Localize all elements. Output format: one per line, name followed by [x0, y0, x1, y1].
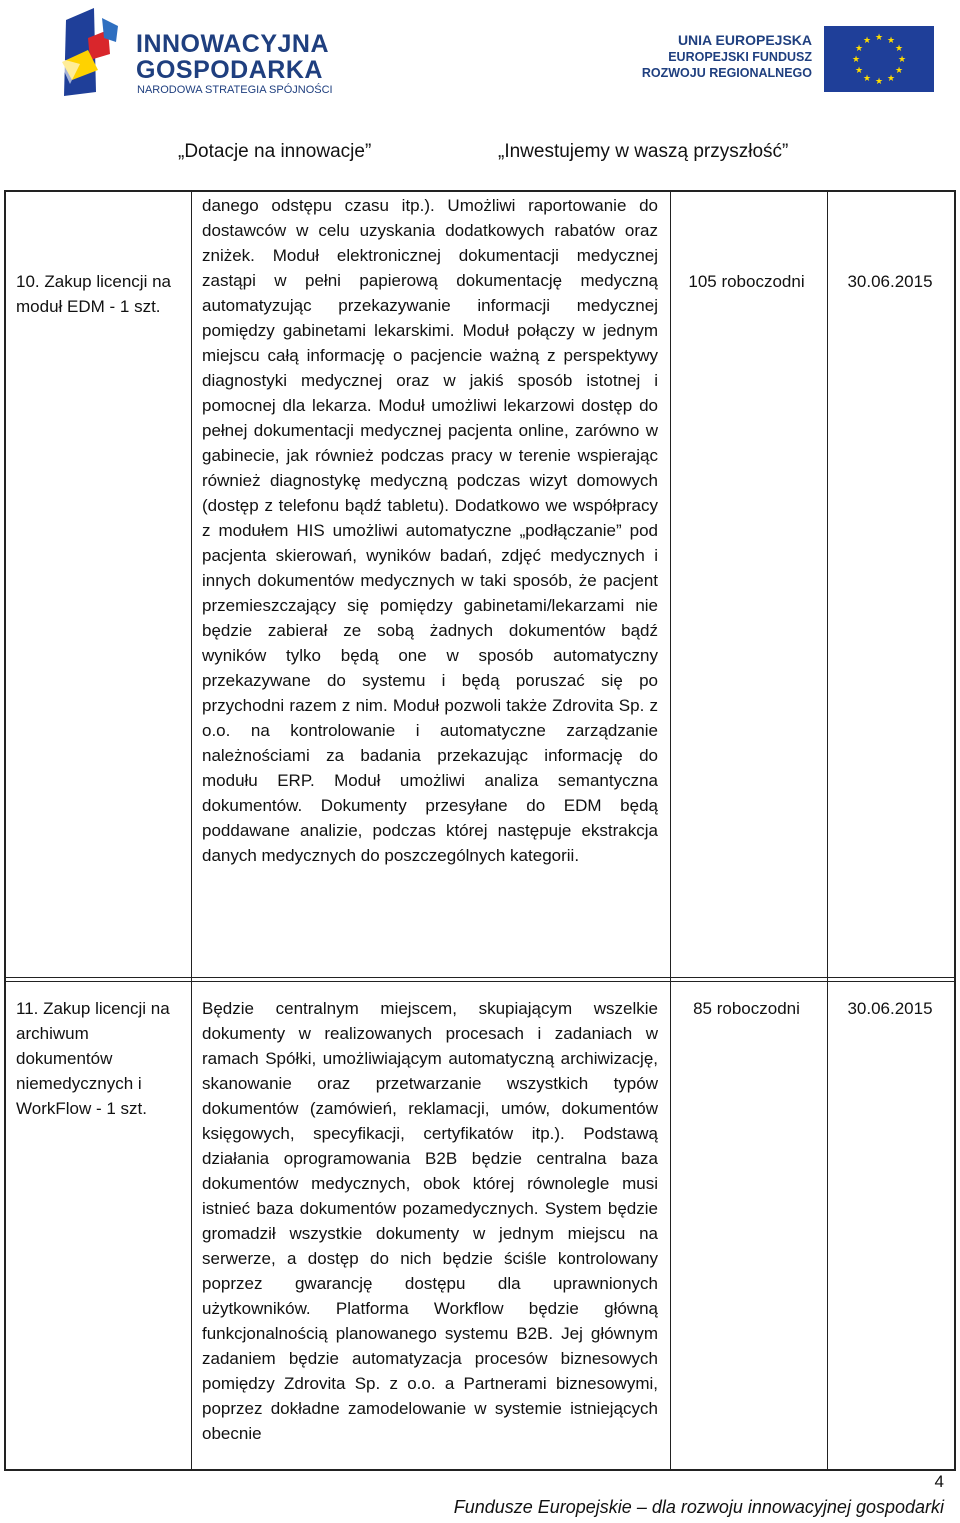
row-10-date: 30.06.2015: [847, 272, 933, 291]
svg-text:★: ★: [886, 36, 896, 46]
column-divider: [670, 192, 671, 1469]
row-10-title: 10. Zakup licencji na moduł EDM - 1 szt.: [16, 272, 171, 316]
logo-right-line3: ROZWOJU REGIONALNEGO: [641, 66, 812, 80]
svg-text:★: ★: [874, 33, 884, 43]
innowacyjna-gospodarka-emblem-icon: [58, 8, 138, 98]
svg-text:★: ★: [894, 66, 904, 76]
row-11-description: Będzie centralnym miejscem, skupiającym wszelkie dokumenty w realizowanych procesach i zadaniach w ramach Spółki, umożliwiającym automatyczną archiwizację, skanowanie oraz przetwarzanie wszystkich typów dokumentów (zamówień, reklamacji, umów, dokumentów księgowych, specyfikacji, certyfikatów itp.). Podstawą działania oprogramowania B2B będzie centralna baza dokumentów medycznych, obok której równolegle musi istnieć baza dokumentów pozamedycznych. System będzie gromadził wszystkie dokumenty w jednym miejscu na serwerze, a dostęp do nich będzie ściśle kontrolowany poprzez gwarancję dostępu dla uprawnionych użytkowników. Platforma Workflow będzie główną funkcjonalnością planowanego systemu B2B. Jej głównym zadaniem będzie automatyzacja procesów biznesowych pomiędzy Zdrovita Sp. z o.o. a Partnerami biznesowymi, poprzez dokładne zamodelowanie w systemie istniejących obecnie: [202, 999, 658, 1443]
logo-right-line2: EUROPEJSKI FUNDUSZ: [668, 50, 812, 64]
svg-text:★: ★: [862, 36, 872, 46]
innowacyjna-gospodarka-logo: [58, 8, 348, 98]
logo-left-line3: NARODOWA STRATEGIA SPÓJNOŚCI: [137, 84, 333, 96]
row-10-days: 105 roboczodni: [688, 272, 805, 291]
svg-text:★: ★: [854, 44, 864, 54]
svg-text:★: ★: [874, 77, 884, 87]
row-divider: [6, 981, 954, 982]
svg-text:★: ★: [854, 66, 864, 76]
slogan-left: „Dotacje na innowacje”: [178, 141, 372, 162]
svg-text:★: ★: [894, 44, 904, 54]
footer-slogan: Fundusze Europejskie – dla rozwoju innowacyjnej gospodarki: [453, 1497, 944, 1517]
activities-table: [4, 190, 956, 1471]
row-10-description: danego odstępu czasu itp.). Umożliwi raportowanie do dostawców w celu uzyskania dodatkowych rabatów oraz zniżek. Moduł elektronicznej dokumentacji medycznej zastąpi w pełni papierową dokumentację medyczną automatyzując przekazywanie informacji medycznej pomiędzy gabinetami lekarskimi. Moduł połączy w jednym miejscu całą informację o pacjencie ważną z perspektywy diagnostyki medycznej oraz w jakiś sposób istotnej i pomocnej dla lekarza. Moduł umożliwi lekarzowi dostęp do pełnej dokumentacji medycznej pacjenta online, zarówno w gabinecie, jak również podczas pracy w terenie wspierając również diagnostykę medyczną podczas wizyt domowych (dostęp z telefonu bądź tabletu). Dodatkowo we współpracy z modułem HIS umożliwi automatyczne „podłączanie” pod pacjenta skierowań, wyników badań, zdjęć medycznych i innych dokumentów medycznych w taki sposób, że pacjent przemieszczający się pomiędzy gabinetami/lekarzami nie będzie zabierał ze sobą żadnych dokumentów bądź wyników tylko będą one w sposób automatyczny przekazywane do systemu i będą poruszać się po przychodni razem z nim. Moduł pozwoli także Zdrovita Sp. z o.o. na kontrolowanie i automatyczne zarządzanie należnościami za badania przekazując informację do modułu ERP. Moduł umożliwi analiza semantyczna dokumentów. Dokumenty przesyłane do EDM będą poddawane analizie, podczas której następuje ekstrakcja danych medycznych do poszczególnych kategorii.: [202, 196, 658, 865]
row-divider: [6, 977, 954, 978]
svg-text:★: ★: [851, 55, 861, 65]
row-11-date: 30.06.2015: [847, 999, 933, 1018]
logo-left-line2: GOSPODARKA: [136, 56, 323, 84]
page-number: 4: [934, 1472, 944, 1491]
svg-text:★: ★: [897, 55, 907, 65]
logo-right-line1: UNIA EUROPEJSKA: [677, 32, 812, 48]
eu-logo: [628, 26, 934, 92]
eu-flag-icon: [824, 26, 934, 92]
row-11-title: 11. Zakup licencji na archiwum dokumentów niemedycznych i WorkFlow - 1 szt.: [16, 999, 170, 1118]
svg-text:★: ★: [862, 74, 872, 84]
logo-left-line1: INNOWACYJNA: [136, 30, 330, 58]
column-divider: [827, 192, 828, 1469]
svg-text:★: ★: [886, 74, 896, 84]
slogan-right: „Inwestujemy w waszą przyszłość”: [498, 141, 789, 162]
column-divider: [191, 192, 192, 1469]
row-11-days: 85 roboczodni: [693, 999, 800, 1018]
